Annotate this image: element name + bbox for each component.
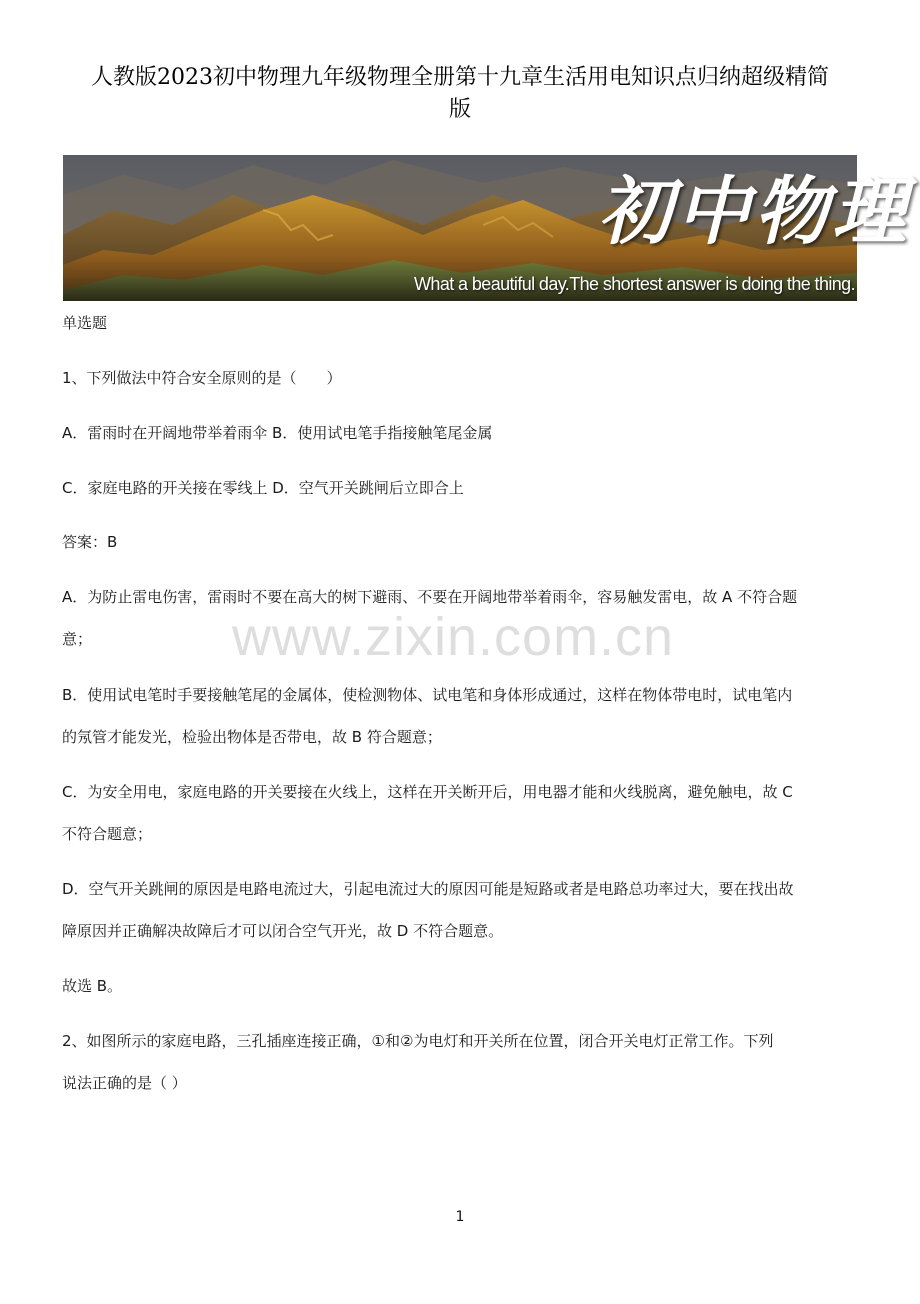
- question-1-answer: 答案：B: [62, 533, 118, 551]
- question-1-explanation-c-line1: C．为安全用电，家庭电路的开关要接在火线上，这样在开关断开后，用电器才能和火线脱离，避免触电，故 C: [62, 783, 793, 801]
- question-2-text-line2: 说法正确的是（ ）: [62, 1074, 187, 1092]
- question-1-explanation-d-line2: 障原因并正确解决故障后才可以闭合空气开光，故 D 不符合题意。: [62, 922, 504, 940]
- question-1-explanation-a-line2: 意；: [62, 630, 93, 648]
- question-1-conclusion: 故选 B。: [62, 977, 123, 995]
- header-banner-image: [63, 155, 910, 301]
- question-1-explanation-b-line1: B．使用试电笔时手要接触笔尾的金属体，使检测物体、试电笔和身体形成通过，这样在物体带电时，试电笔内: [62, 686, 793, 704]
- question-1-explanation-b-line2: 的氖管才能发光，检验出物体是否带电，故 B 符合题意；: [62, 728, 442, 746]
- section-type-label: 单选题: [62, 314, 108, 332]
- question-1-explanation-a-line1: A．为防止雷电伤害，雷雨时不要在高大的树下避雨、不要在开阔地带举着雨伞，容易触发雷电，故 A 不符合题: [62, 588, 798, 606]
- page-number: 1: [455, 1209, 465, 1225]
- document-title-line1: 人教版2023初中物理九年级物理全册第十九章生活用电知识点归纳超级精简: [91, 65, 829, 90]
- question-2-text-line1: 2、如图所示的家庭电路，三孔插座连接正确，①和②为电灯和开关所在位置，闭合开关电灯正常工作。下列: [62, 1032, 774, 1050]
- document-title-line2: 版: [448, 97, 471, 122]
- watermark: www.zixin.com.cn: [232, 607, 675, 667]
- question-1-explanation-d-line1: D．空气开关跳闸的原因是电路电流过大，引起电流过大的原因可能是短路或者是电路总功率过大，要在找出故: [62, 880, 794, 898]
- question-1-options-ab: A．雷雨时在开阔地带举着雨伞 B．使用试电笔手指接触笔尾金属: [62, 424, 493, 442]
- banner-caption: What a beautiful day.The shortest answer is doing the thing.: [414, 274, 855, 294]
- question-1-options-cd: C．家庭电路的开关接在零线上 D．空气开关跳闸后立即合上: [62, 479, 464, 497]
- document-title: [60, 62, 860, 126]
- question-1-text: 1、下列做法中符合安全原则的是（ ）: [62, 369, 342, 387]
- banner-title: 初中物理: [598, 169, 910, 255]
- question-1-explanation-c-line2: 不符合题意；: [62, 825, 153, 843]
